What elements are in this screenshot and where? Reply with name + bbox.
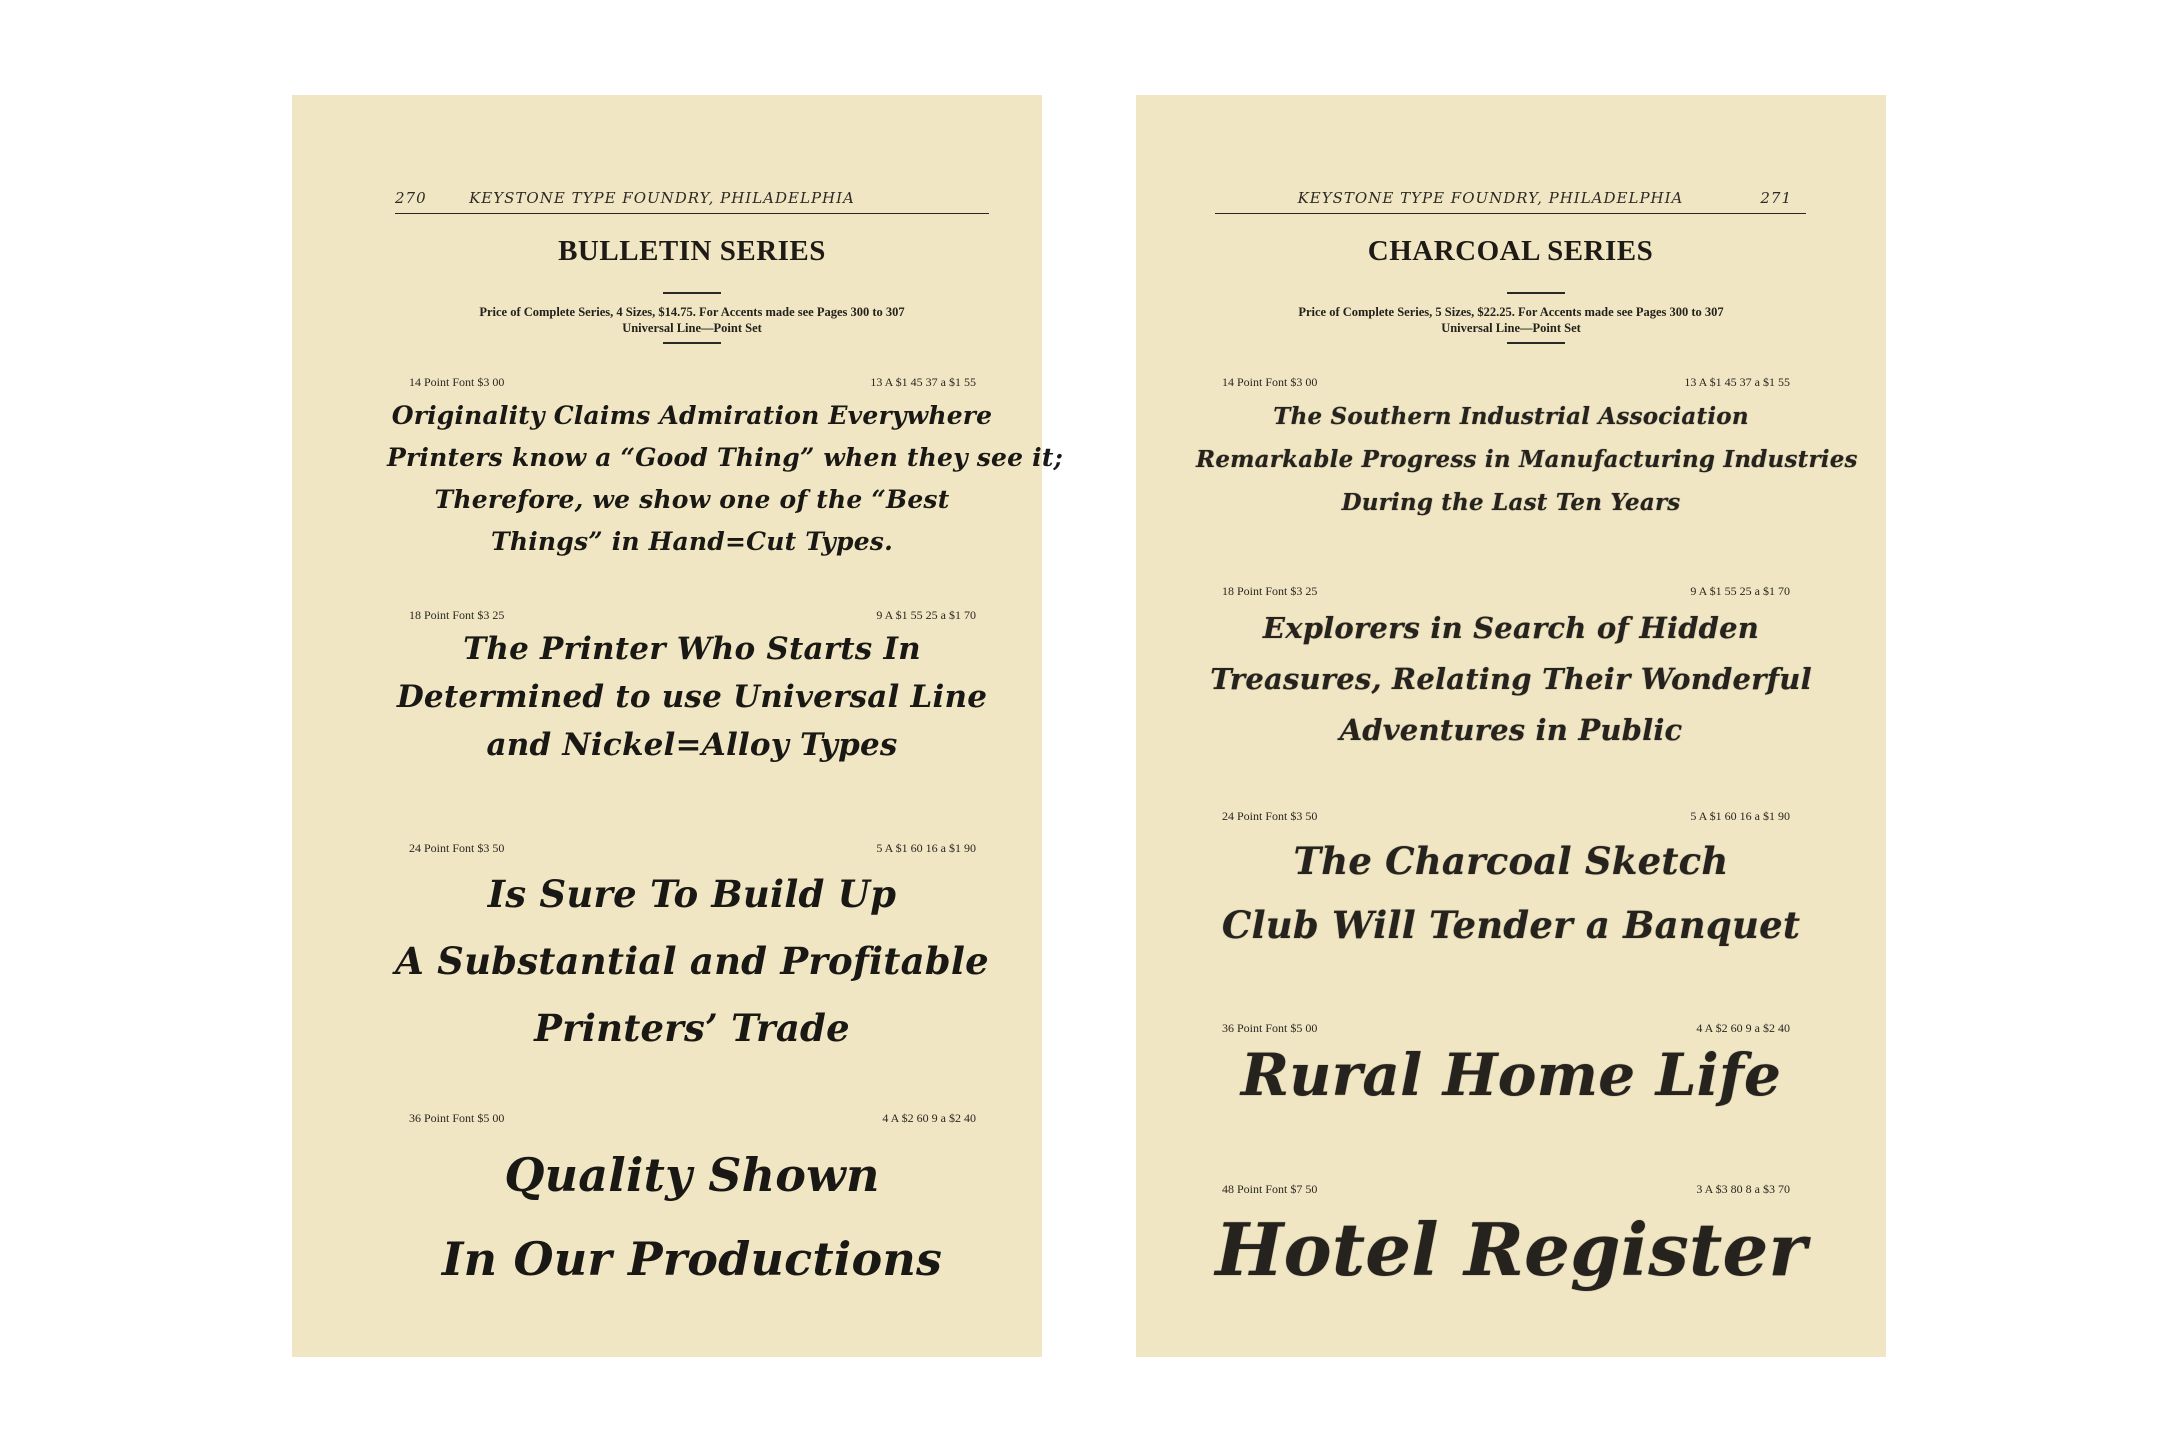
running-head-title: KEYSTONE TYPE FOUNDRY, PHILADELPHIA: [469, 189, 855, 207]
specimen-block: [1196, 829, 1826, 957]
running-head: [1215, 189, 1806, 214]
size-row: [409, 1111, 976, 1127]
left-page: [292, 95, 1064, 1357]
specimen-line: In Our Productions: [441, 1232, 943, 1286]
size-pricing: 5 A $1 60 16 a $1 90: [876, 841, 976, 855]
specimen-block: [387, 395, 1064, 563]
specimen-block: [1196, 395, 1858, 524]
price-block: [382, 304, 1002, 336]
price-line: Price of Complete Series, 5 Sizes, $22.25. For Accents made see Pages 300 to 307: [1298, 305, 1724, 319]
specimen-line: Things” in Hand=Cut Types.: [491, 527, 893, 556]
specimen-block: [1196, 603, 1826, 756]
specimen-block: [387, 1133, 997, 1301]
size-spec: 18 Point Font $3 25: [1222, 584, 1318, 598]
specimen-block: [387, 625, 997, 769]
size-spec: 24 Point Font $3 50: [1222, 809, 1318, 823]
size-row: [409, 608, 976, 624]
page-number: 270: [395, 189, 427, 207]
specimen-line: The Charcoal Sketch: [1293, 839, 1729, 883]
specimen-line: During the Last Ten Years: [1341, 489, 1681, 516]
page-number: 271: [1760, 189, 1792, 207]
size-row: [1222, 375, 1790, 391]
price-subline: Universal Line—Point Set: [622, 321, 762, 335]
size-row: [1222, 584, 1790, 600]
specimen-line: Is Sure To Build Up: [487, 872, 897, 916]
price-line: Price of Complete Series, 4 Sizes, $14.75. For Accents made see Pages 300 to 307: [479, 305, 905, 319]
specimen-block: [387, 861, 997, 1062]
specimen-line: Explorers in Search of Hidden: [1262, 611, 1760, 645]
size-pricing: 13 A $1 45 37 a $1 55: [1684, 375, 1790, 389]
specimen-line: Determined to use Universal Line: [396, 679, 988, 715]
specimen-line: Remarkable Progress in Manufacturing Industries: [1196, 446, 1858, 473]
specimen-line: Hotel Register: [1215, 1207, 1807, 1292]
size-pricing: 9 A $1 55 25 a $1 70: [876, 608, 976, 622]
specimen-line: Adventures in Public: [1339, 713, 1683, 747]
size-pricing: 13 A $1 45 37 a $1 55: [870, 375, 976, 389]
size-spec: 48 Point Font $7 50: [1222, 1182, 1318, 1196]
size-row: [409, 375, 976, 391]
size-row: [1222, 1182, 1790, 1198]
running-head: [395, 189, 989, 214]
running-head-title: KEYSTONE TYPE FOUNDRY, PHILADELPHIA: [1297, 189, 1684, 207]
title-rule: [1507, 292, 1565, 294]
size-row: [409, 841, 976, 857]
specimen-line: Club Will Tender a Banquet: [1221, 903, 1801, 947]
size-row: [1222, 809, 1790, 825]
size-pricing: 5 A $1 60 16 a $1 90: [1690, 809, 1790, 823]
size-spec: 14 Point Font $3 00: [409, 375, 505, 389]
price-rule: [1507, 342, 1565, 344]
size-spec: 14 Point Font $3 00: [1222, 375, 1318, 389]
specimen-line: Rural Home Life: [1240, 1041, 1782, 1109]
series-title: BULLETIN SERIES: [558, 235, 826, 267]
size-pricing: 9 A $1 55 25 a $1 70: [1690, 584, 1790, 598]
size-spec: 36 Point Font $5 00: [409, 1111, 505, 1125]
size-pricing: 4 A $2 60 9 a $2 40: [1696, 1021, 1790, 1035]
title-rule: [663, 292, 721, 294]
specimen-line: The Southern Industrial Association: [1273, 403, 1749, 430]
specimen-block: [1196, 1200, 1826, 1300]
right-page: [1136, 95, 1886, 1357]
price-rule: [663, 342, 721, 344]
size-spec: 36 Point Font $5 00: [1222, 1021, 1318, 1035]
size-spec: 24 Point Font $3 50: [409, 841, 505, 855]
specimen-block: [1196, 1035, 1826, 1115]
specimen-line: Treasures, Relating Their Wonderful: [1210, 662, 1812, 696]
specimen-line: and Nickel=Alloy Types: [486, 727, 898, 763]
specimen-line: Therefore, we show one of the “Best: [434, 485, 950, 514]
size-spec: 18 Point Font $3 25: [409, 608, 505, 622]
price-subline: Universal Line—Point Set: [1441, 321, 1581, 335]
series-title: CHARCOAL SERIES: [1367, 235, 1654, 267]
price-block: [1206, 304, 1816, 336]
specimen-line: Printers’ Trade: [534, 1006, 850, 1050]
size-pricing: 3 A $3 80 8 a $3 70: [1696, 1182, 1790, 1196]
specimen-line: Quality Shown: [504, 1148, 880, 1202]
specimen-line: A Substantial and Profitable: [395, 939, 989, 983]
specimen-line: Printers know a “Good Thing” when they see it;: [387, 443, 1064, 472]
size-pricing: 4 A $2 60 9 a $2 40: [882, 1111, 976, 1125]
specimen-line: The Printer Who Starts In: [463, 631, 921, 667]
specimen-line: Originality Claims Admiration Everywhere: [391, 401, 993, 430]
